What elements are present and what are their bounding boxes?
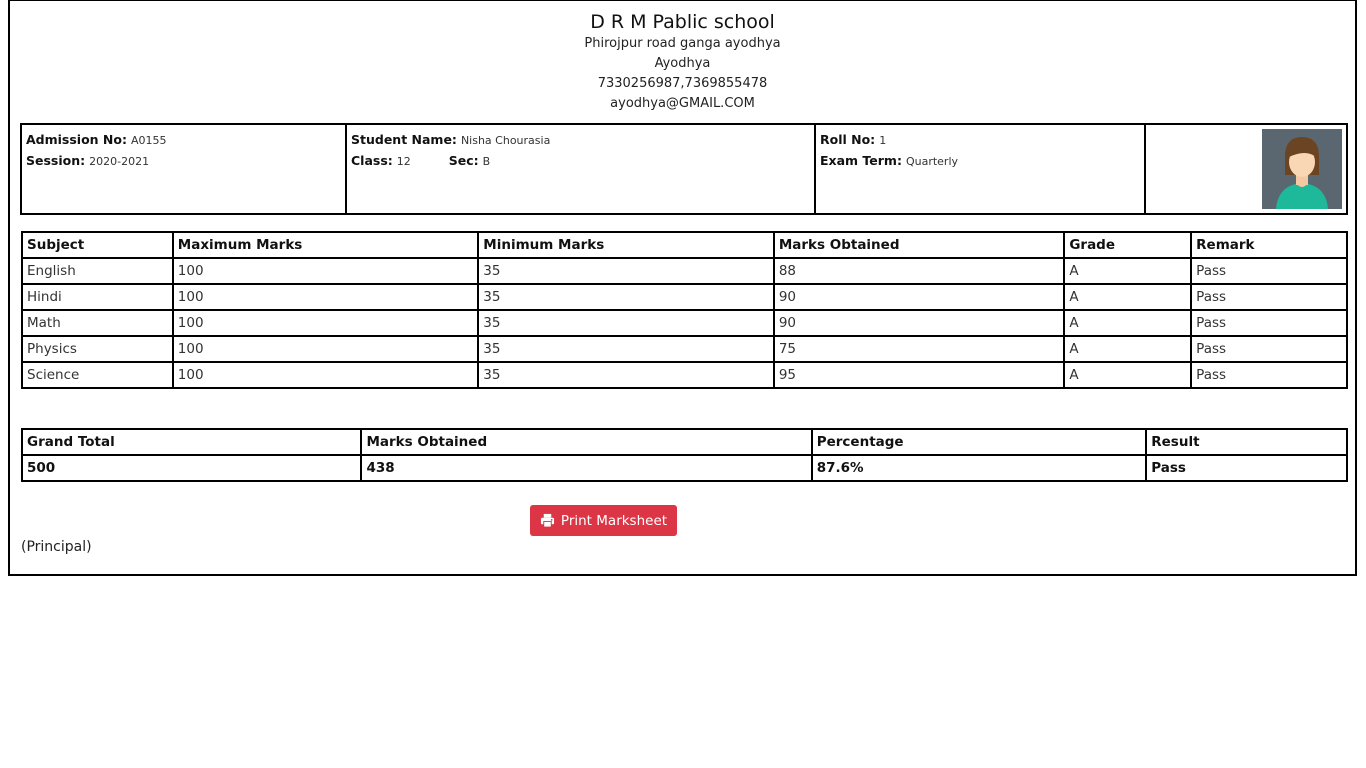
cell-subject: Math	[22, 310, 173, 336]
header-total-obtained: Marks Obtained	[361, 429, 811, 455]
student-name: Nisha Chourasia	[460, 134, 551, 147]
header-max-marks: Maximum Marks	[173, 232, 479, 258]
cell-obtained: 95	[774, 362, 1065, 388]
print-button-label: Print Marksheet	[560, 512, 668, 529]
cell-subject: Hindi	[22, 284, 173, 310]
cell-remark: Pass	[1191, 284, 1347, 310]
table-row	[22, 336, 1347, 362]
info-roll-cell	[816, 125, 1146, 213]
principal-signature-label: (Principal)	[21, 539, 92, 555]
school-email: ayodhya@GMAIL.COM	[610, 96, 755, 111]
session-label: Session:	[26, 153, 86, 168]
info-student-cell	[347, 125, 816, 213]
grand-total-value: 500	[22, 455, 361, 481]
cell-grade: A	[1064, 336, 1191, 362]
cell-grade: A	[1064, 258, 1191, 284]
cell-remark: Pass	[1191, 362, 1347, 388]
cell-obtained: 90	[774, 284, 1065, 310]
sec-label: Sec:	[448, 153, 479, 168]
header-subject: Subject	[22, 232, 173, 258]
school-city: Ayodhya	[654, 56, 711, 71]
cell-max: 100	[173, 362, 479, 388]
header-result: Result	[1146, 429, 1347, 455]
cell-subject: Science	[22, 362, 173, 388]
cell-min: 35	[478, 284, 774, 310]
avatar-icon	[1262, 129, 1342, 209]
school-header	[10, 1, 1355, 114]
cell-obtained: 75	[774, 336, 1065, 362]
cell-min: 35	[478, 258, 774, 284]
school-name: D R M Pablic school	[590, 11, 775, 33]
header-grade: Grade	[1064, 232, 1191, 258]
school-phones: 7330256987,7369855478	[597, 76, 768, 91]
table-row	[22, 362, 1347, 388]
cell-max: 100	[173, 310, 479, 336]
cell-obtained: 90	[774, 310, 1065, 336]
table-row	[22, 310, 1347, 336]
table-row	[22, 284, 1347, 310]
print-marksheet-button[interactable]	[530, 505, 677, 536]
header-grand-total: Grand Total	[22, 429, 361, 455]
term-value: Quarterly	[905, 155, 959, 168]
admission-label: Admission No:	[26, 132, 127, 147]
totals-row	[22, 455, 1347, 481]
session-value: 2020-2021	[89, 155, 150, 168]
cell-grade: A	[1064, 284, 1191, 310]
result-value: Pass	[1146, 455, 1347, 481]
table-row	[22, 258, 1347, 284]
cell-min: 35	[478, 362, 774, 388]
student-avatar	[1262, 129, 1342, 209]
roll-label: Roll No:	[820, 132, 876, 147]
header-remark: Remark	[1191, 232, 1347, 258]
student-info	[20, 123, 1348, 215]
header-marks-obtained: Marks Obtained	[774, 232, 1065, 258]
term-label: Exam Term:	[820, 153, 902, 168]
cell-remark: Pass	[1191, 258, 1347, 284]
cell-subject: English	[22, 258, 173, 284]
class-value: 12	[396, 155, 411, 168]
class-label: Class:	[351, 153, 393, 168]
cell-obtained: 88	[774, 258, 1065, 284]
cell-max: 100	[173, 284, 479, 310]
marksheet	[8, 0, 1357, 576]
header-percentage: Percentage	[812, 429, 1147, 455]
printer-icon	[540, 513, 555, 528]
totals-header-row	[22, 429, 1347, 455]
cell-min: 35	[478, 336, 774, 362]
admission-no: A0155	[130, 134, 167, 147]
cell-subject: Physics	[22, 336, 173, 362]
marks-table	[21, 231, 1348, 389]
cell-max: 100	[173, 258, 479, 284]
roll-no: 1	[879, 134, 887, 147]
info-admission-cell	[22, 125, 347, 213]
cell-max: 100	[173, 336, 479, 362]
total-obtained-value: 438	[361, 455, 811, 481]
cell-grade: A	[1064, 310, 1191, 336]
percentage-value: 87.6%	[812, 455, 1147, 481]
cell-min: 35	[478, 310, 774, 336]
marks-header-row	[22, 232, 1347, 258]
cell-remark: Pass	[1191, 310, 1347, 336]
student-name-label: Student Name:	[351, 132, 457, 147]
cell-grade: A	[1064, 362, 1191, 388]
info-photo-cell	[1146, 125, 1346, 213]
header-min-marks: Minimum Marks	[478, 232, 774, 258]
sec-value: B	[482, 155, 491, 168]
totals-table	[21, 428, 1348, 482]
school-address: Phirojpur road ganga ayodhya	[584, 36, 781, 51]
cell-remark: Pass	[1191, 336, 1347, 362]
